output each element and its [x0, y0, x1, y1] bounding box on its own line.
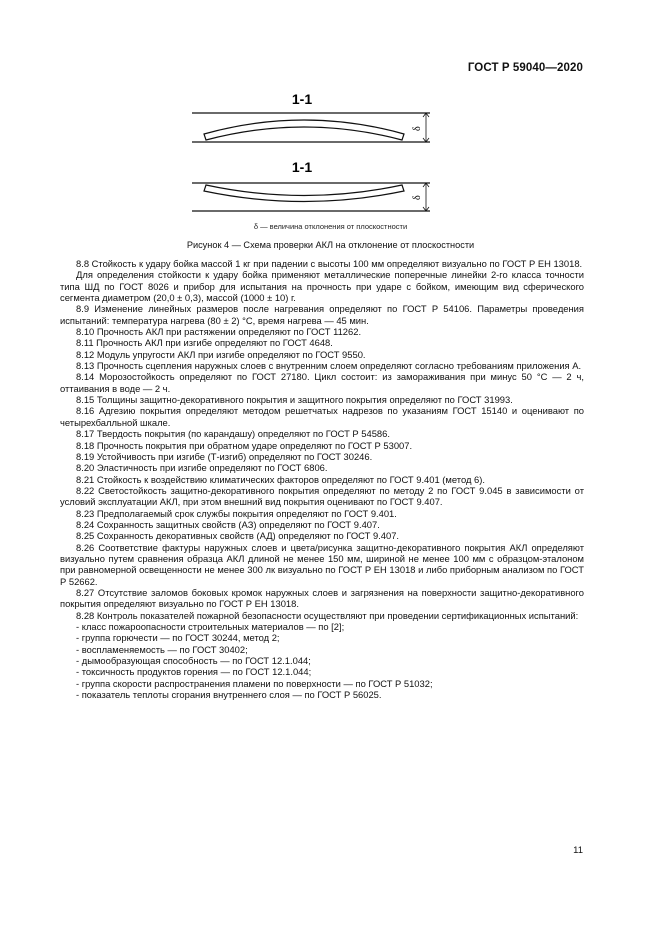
paragraph: 8.10 Прочность АКЛ при растяжении определяют по ГОСТ 11262. [76, 326, 362, 338]
list-item: - дымообразующая способность — по ГОСТ 12.1.044; [60, 655, 584, 666]
list-item: - класс пожароопасности строительных материалов — по [2]; [60, 621, 584, 632]
section-label-bottom: 1-1 [291, 159, 313, 175]
convex-panel-profile [204, 120, 404, 140]
page-number: 11 [573, 845, 583, 856]
list-item: - группа горючести — по ГОСТ 30244, метод 2; [60, 632, 584, 643]
document-code-header: ГОСТ Р 59040—2020 [467, 62, 583, 74]
paragraph: 8.12 Модуль упругости АКЛ при изгибе определяют по ГОСТ 9550. [76, 348, 366, 360]
delta-symbol-bottom: δ [412, 195, 423, 200]
delta-symbol-top: δ [412, 126, 423, 131]
list-item: - воспламеняемость — по ГОСТ 30402; [60, 644, 584, 655]
paragraph: 8.13 Прочность сцепления наружных слоев с внутренним слоем определяют согласно требованиям приложения А. [76, 360, 582, 372]
paragraph: 8.22 Светостойкость защитно-декоративного покрытия определяют по методу 2 по ГОСТ 9.045 в зависимости от условий эксплуатации АКЛ, при этом внешний вид покрытия оценивают по ГОСТ 9.407. [60, 484, 584, 508]
paragraph: 8.24 Сохранность защитных свойств (АЗ) определяют по ГОСТ 9.407. [76, 518, 380, 530]
section-label-top: 1-1 [291, 91, 313, 107]
figure-caption: Рисунок 4 — Схема проверки АКЛ на отклонение от плоскостности [186, 240, 475, 250]
fire-safety-list [60, 621, 584, 700]
list-item: - показатель теплоты сгорания внутреннего слоя — по ГОСТ Р 56025. [60, 689, 584, 700]
paragraph: 8.8 Стойкость к удару бойка массой 1 кг при падении с высоты 100 мм определяют визуально по ГОСТ Р ЕН 13018. [76, 258, 583, 269]
paragraph: Для определения стойкости к удару бойка применяют металлические поперечные линейки 2-го класса точности типа ШД по ГОСТ 8026 и прибор для испытания на прочность при ударе с бойком, имеющим вид сферического сегмента диаметром (20,0 ± 0,3), массой (1000 ± 10) г. [60, 269, 584, 304]
paragraph: 8.16 Адгезию покрытия определяют методом решетчатых надрезов по указаниям ГОСТ 15140 и оценивают по четырехбалльной шкале. [60, 405, 584, 428]
paragraph: 8.19 Устойчивость при изгибе (Т-изгиб) определяют по ГОСТ 30246. [76, 450, 373, 462]
concave-panel-profile [204, 185, 404, 202]
paragraph: 8.17 Твердость покрытия (по карандашу) определяют по ГОСТ Р 54586. [76, 428, 390, 440]
list-item: - токсичность продуктов горения — по ГОСТ 12.1.044; [60, 666, 584, 677]
paragraph: 8.28 Контроль показателей пожарной безопасности осуществляют при проведении сертификационных испытаний: [76, 609, 579, 621]
paragraph: 8.15 Толщины защитно-декоративного покрытия и защитного покрытия определяют по ГОСТ 31993. [76, 394, 513, 406]
paragraph: 8.14 Морозостойкость определяют по ГОСТ 27180. Цикл состоит: из замораживания при минус 50 °С — 2 ч, оттаивания в воде — 2 ч. [60, 371, 584, 394]
figure-legend: δ — величина отклонения от плоскостности [253, 222, 408, 231]
paragraph: 8.27 Отсутствие заломов боковых кромок наружных слоев и загрязнения на поверхности защитно-декоративного покрытия определяют визуально по ГОСТ Р ЕН 13018. [60, 586, 584, 610]
flatness-check-figure [0, 0, 661, 260]
paragraph: 8.9 Изменение линейных размеров после нагревания определяют по ГОСТ Р 54106. Параметры проведения испытаний: температура нагрева (80 ± 2) °С, время нагрева — 45 мин. [60, 303, 584, 326]
paragraph: 8.11 Прочность АКЛ при изгибе определяют по ГОСТ 4648. [76, 337, 333, 349]
paragraph: 8.23 Предполагаемый срок службы покрытия определяют по ГОСТ 9.401. [76, 507, 397, 519]
paragraph: 8.26 Соответствие фактуры наружных слоев и цвета/рисунка защитно-декоративного покрытия АКЛ определяют визуально путем сравнения образца АКЛ длиной не менее 150 мм, шириной не менее 100 мм с образцом-эталоном при равномерной освещенности не менее 300 лк визуально по ГОСТ Р ЕН 13018 и либо приборным анализом по ГОСТ Р 52662. [60, 541, 584, 587]
paragraph: 8.20 Эластичность при изгибе определяют по ГОСТ 6806. [76, 462, 328, 474]
paragraph: 8.18 Прочность покрытия при обратном ударе определяют по ГОСТ Р 53007. [76, 439, 413, 451]
paragraph: 8.21 Стойкость к воздействию климатических факторов определяют по ГОСТ 9.401 (метод 6). [76, 473, 485, 485]
list-item: - группа скорости распространения пламени по поверхности — по ГОСТ Р 51032; [60, 678, 584, 689]
document-body [60, 258, 584, 700]
paragraph: 8.25 Сохранность декоративных свойств (АД) определяют по ГОСТ 9.407. [76, 530, 400, 542]
